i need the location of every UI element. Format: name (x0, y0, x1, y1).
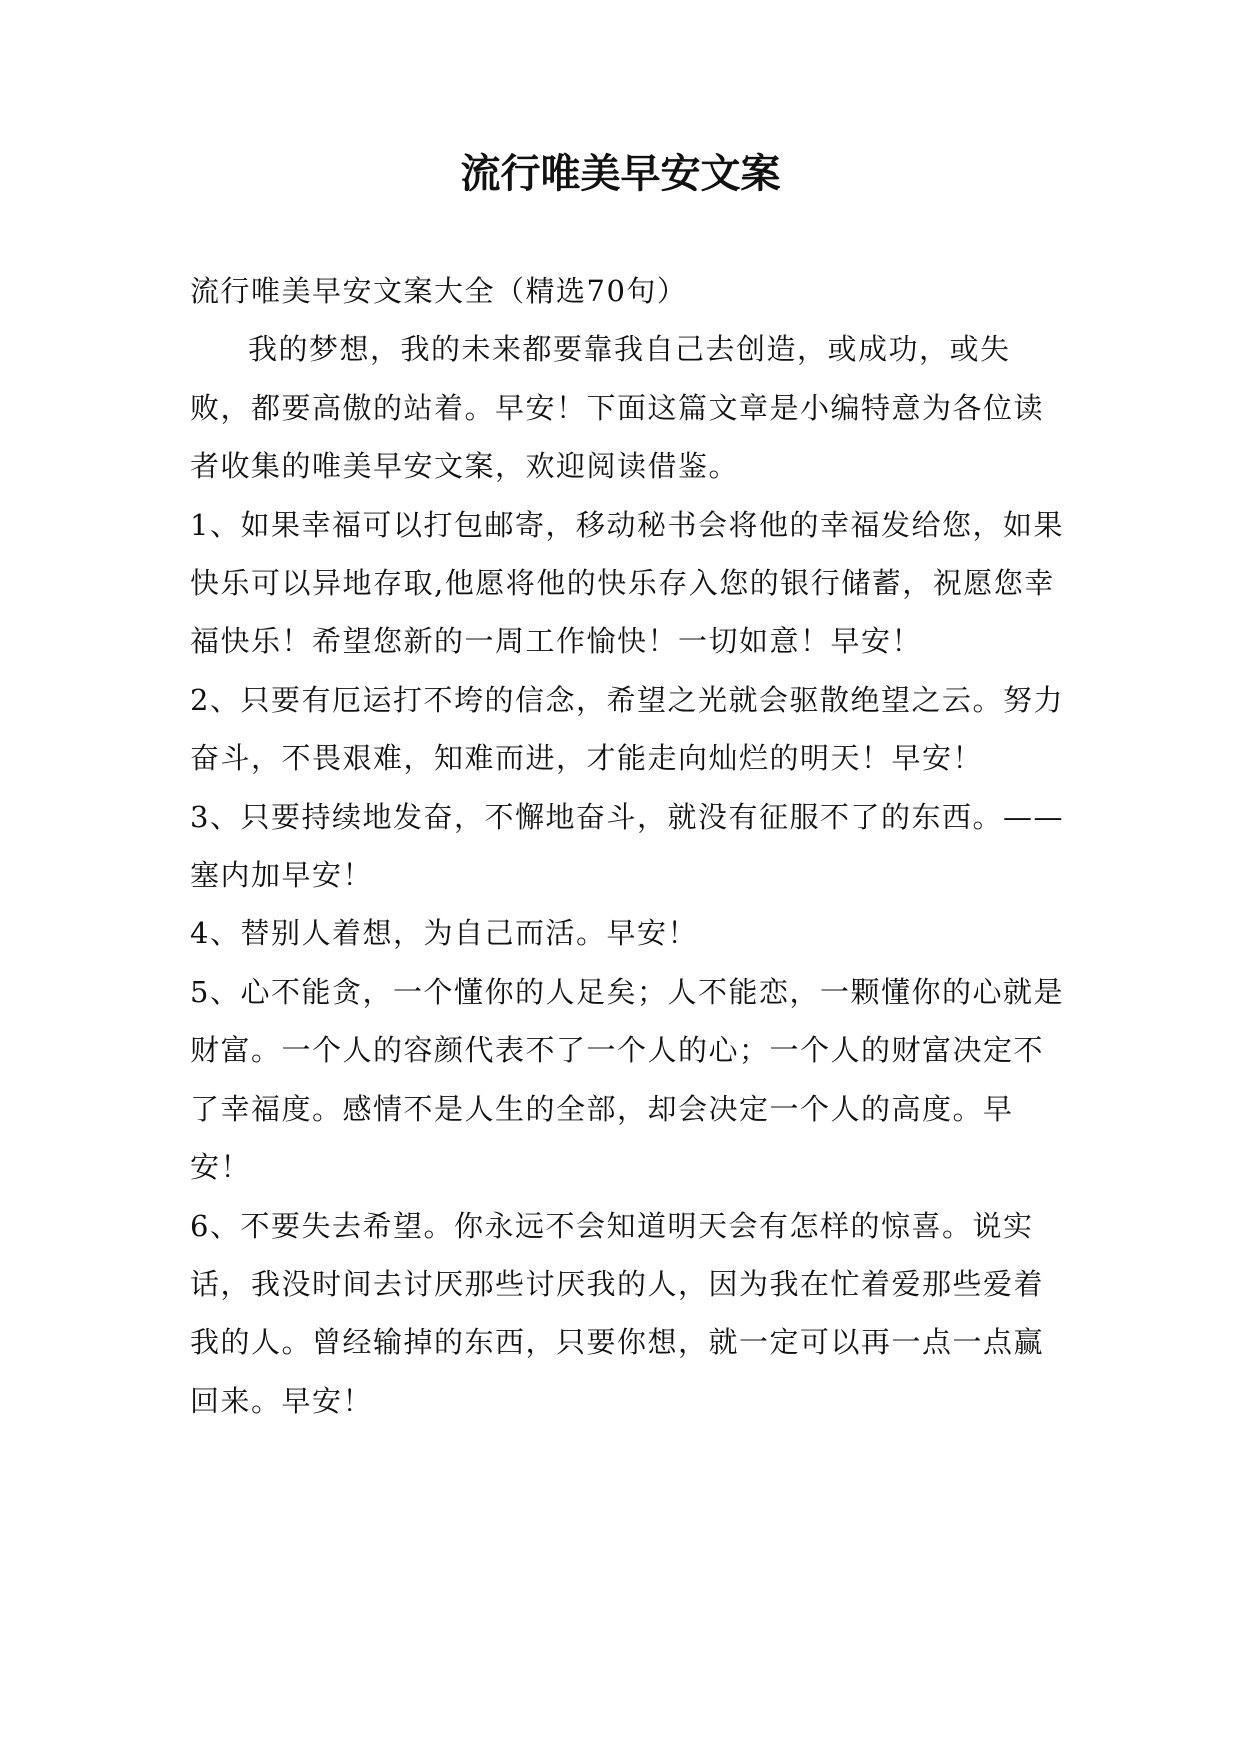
intro-paragraph: 我的梦想，我的未来都要靠我自己去创造，或成功，或失败，都要高傲的站着。早安！下面这篇文章是小编特意为各位读者收集的唯美早安文案，欢迎阅读借鉴。 (190, 332, 1045, 484)
document-title: 流行唯美早安文案 (460, 151, 781, 197)
list-item: 2、只要有厄运打不垮的信念，希望之光就会驱散绝望之云。努力奋斗，不畏艰难，知难而进，才能走向灿烂的明天！早安！ (190, 682, 1064, 776)
document-body (190, 262, 1070, 1430)
list-item: 6、不要失去希望。你永远不会知道明天会有怎样的惊喜。说实话，我没时间去讨厌那些讨厌我的人，因为我在忙着爱那些爱着我的人。曾经输掉的东西，只要你想，就一定可以再一点一点赢回来。早安！ (190, 1208, 1045, 1418)
list-item: 3、只要持续地发奋，不懈地奋斗，就没有征服不了的东西。——塞内加早安！ (190, 799, 1064, 893)
document-subtitle: 流行唯美早安文案大全（精选70句） (190, 274, 688, 308)
list-item: 1、如果幸福可以打包邮寄，移动秘书会将他的幸福发给您，如果快乐可以异地存取,他愿将他的快乐存入您的银行储蓄，祝愿您幸福快乐！希望您新的一周工作愉快！一切如意！早安！ (190, 507, 1064, 659)
list-item: 5、心不能贪，一个懂你的人足矣；人不能恋，一颗懂你的心就是财富。一个人的容颜代表不了一个人的心；一个人的财富决定不了幸福度。感情不是人生的全部，却会决定一个人的高度。早安！ (190, 974, 1064, 1185)
list-item: 4、替别人着想，为自己而活。早安！ (190, 916, 698, 951)
